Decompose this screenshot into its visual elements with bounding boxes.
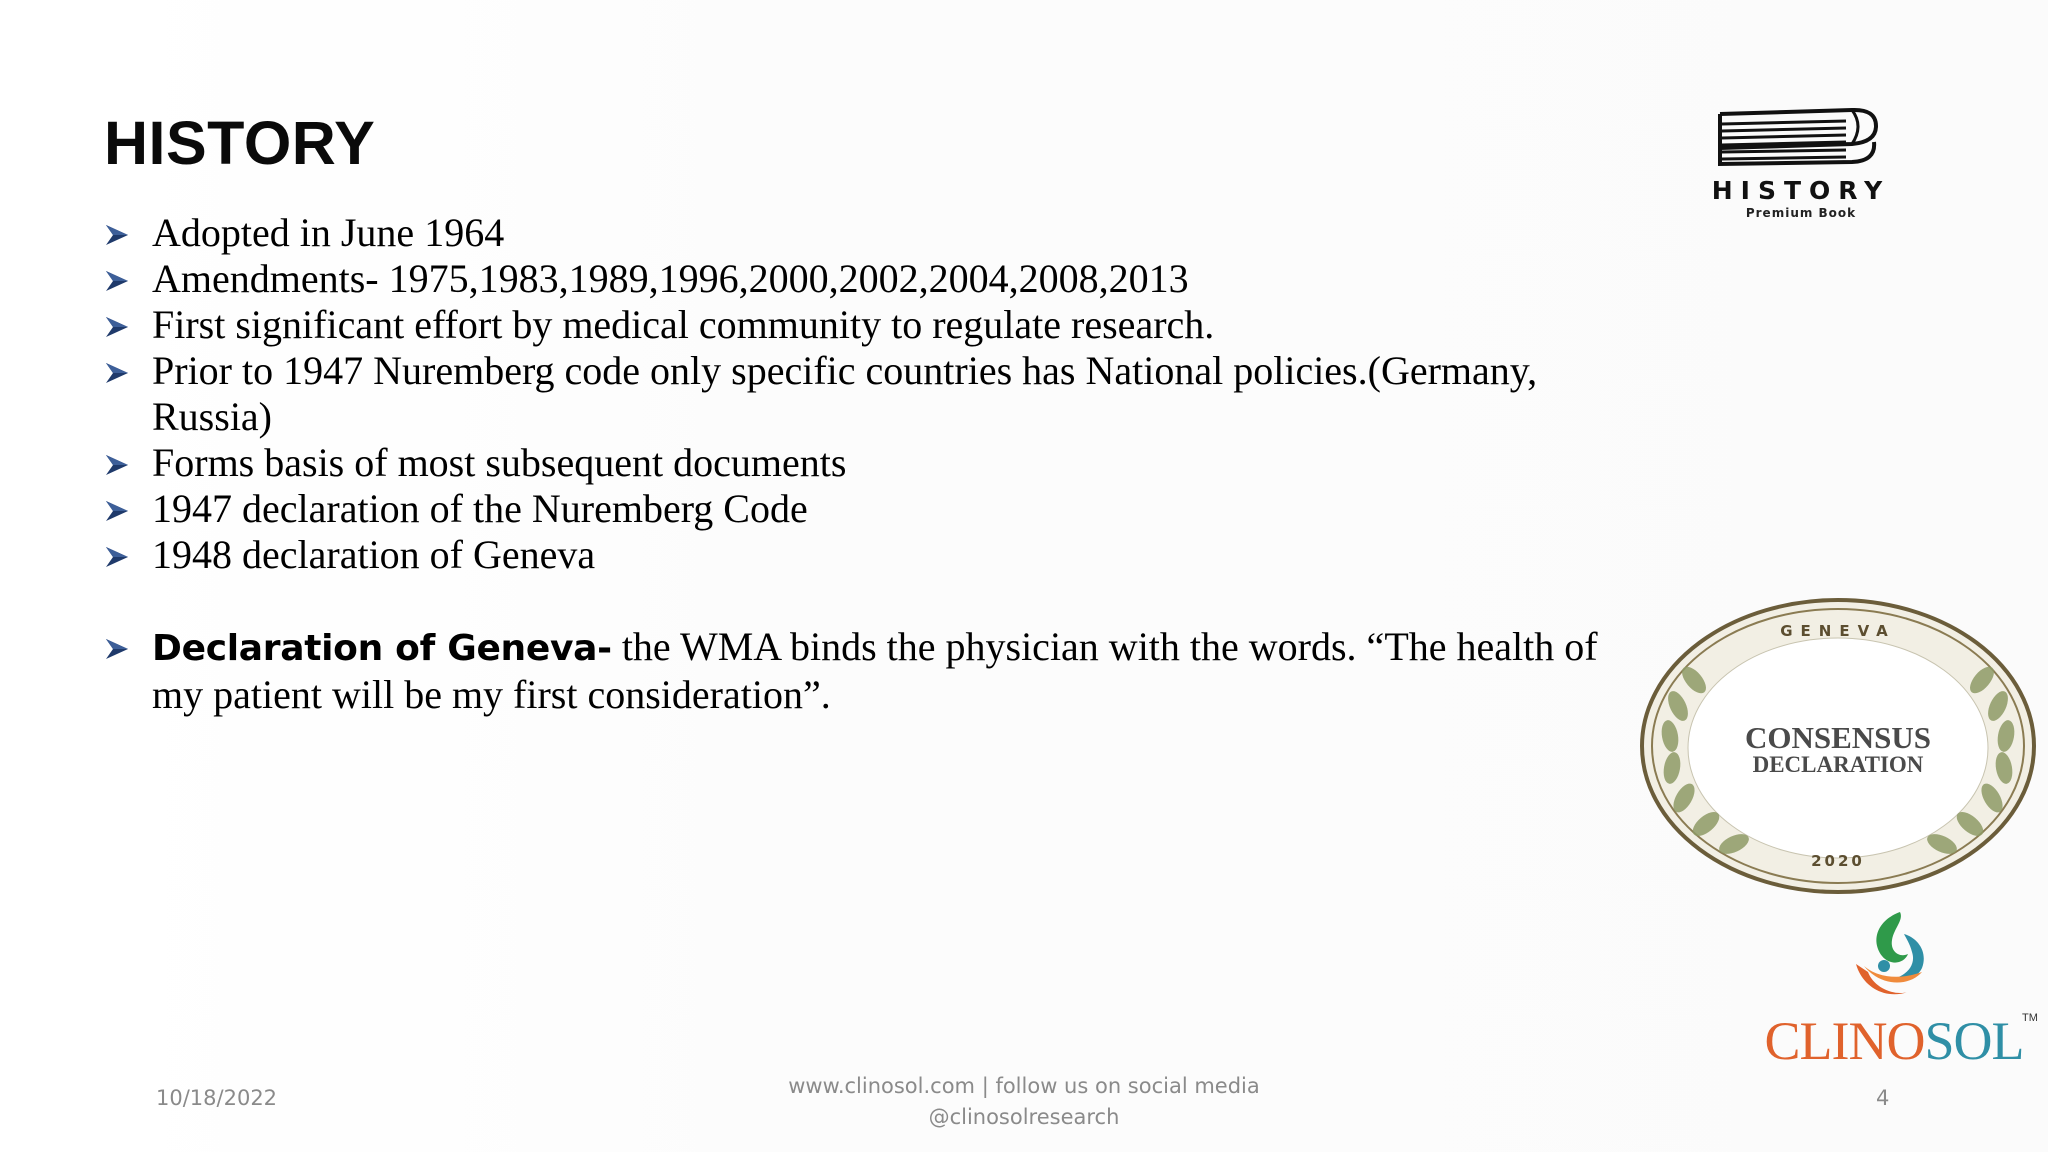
page-number: 4 xyxy=(1876,1086,1890,1110)
book-logo-title: HISTORY xyxy=(1711,176,1891,205)
arrow-bullet-icon xyxy=(104,269,130,293)
seal-line2: DECLARATION xyxy=(1752,752,1924,777)
seal-top-text: GENEVA xyxy=(1780,622,1896,640)
bullet-item xyxy=(104,348,1644,440)
bullet-item xyxy=(104,256,1644,302)
slide-title: HISTORY xyxy=(104,109,376,177)
bullet-text: First significant effort by medical community to regulate research. xyxy=(152,302,1215,347)
bullet-list xyxy=(104,210,1644,718)
history-book-logo xyxy=(1706,104,1896,224)
bullet-lead-text: Declaration of Geneva- xyxy=(152,628,612,669)
bullet-text: Forms basis of most subsequent documents xyxy=(152,440,847,485)
trademark-mark: TM xyxy=(2022,1012,2038,1024)
bullet-item xyxy=(104,532,1644,578)
arrow-bullet-icon xyxy=(104,637,130,661)
arrow-bullet-icon xyxy=(104,223,130,247)
seal-year: 2020 xyxy=(1811,852,1865,870)
bullet-item-declaration xyxy=(104,624,1644,718)
arrow-bullet-icon xyxy=(104,545,130,569)
footer-website xyxy=(724,1071,1324,1133)
bullet-text: Amendments- 1975,1983,1989,1996,2000,2002,2004,2008,2013 xyxy=(152,256,1189,301)
bullet-text: 1947 declaration of the Nuremberg Code xyxy=(152,486,808,531)
bullet-item xyxy=(104,302,1644,348)
clinosol-wordmark-sol: SOL xyxy=(1924,1011,2024,1071)
bullet-text: the WMA binds the physician with the words. “The health of my patient will be my first consideration”. xyxy=(152,624,1598,717)
bullet-item xyxy=(104,210,1644,256)
clinosol-wordmark-clino: CLINO xyxy=(1764,1011,1925,1071)
geneva-seal xyxy=(1638,596,2038,896)
clinosol-wordmark xyxy=(1752,1010,2036,1072)
bullet-text: Adopted in June 1964 xyxy=(152,210,505,255)
arrow-bullet-icon xyxy=(104,315,130,339)
bullet-item xyxy=(104,486,1644,532)
bullet-item xyxy=(104,440,1644,486)
footer-date: 10/18/2022 xyxy=(156,1086,278,1110)
arrow-bullet-icon xyxy=(104,453,130,477)
clinosol-logo xyxy=(1752,904,2042,1074)
bullet-text: 1948 declaration of Geneva xyxy=(152,532,596,577)
book-logo-subtitle: Premium Book xyxy=(1745,206,1857,220)
footer-website-line1: www.clinosol.com | follow us on social media xyxy=(788,1074,1260,1098)
seal-line1: CONSENSUS xyxy=(1744,720,1932,755)
footer-website-line2: @clinosolresearch xyxy=(928,1105,1120,1129)
arrow-bullet-icon xyxy=(104,361,130,385)
arrow-bullet-icon xyxy=(104,499,130,523)
book-icon xyxy=(1706,104,1896,174)
clinosol-emblem-icon xyxy=(1838,908,1948,1008)
bullet-text: Prior to 1947 Nuremberg code only specific countries has National policies.(Germany, Russia) xyxy=(152,348,1538,439)
